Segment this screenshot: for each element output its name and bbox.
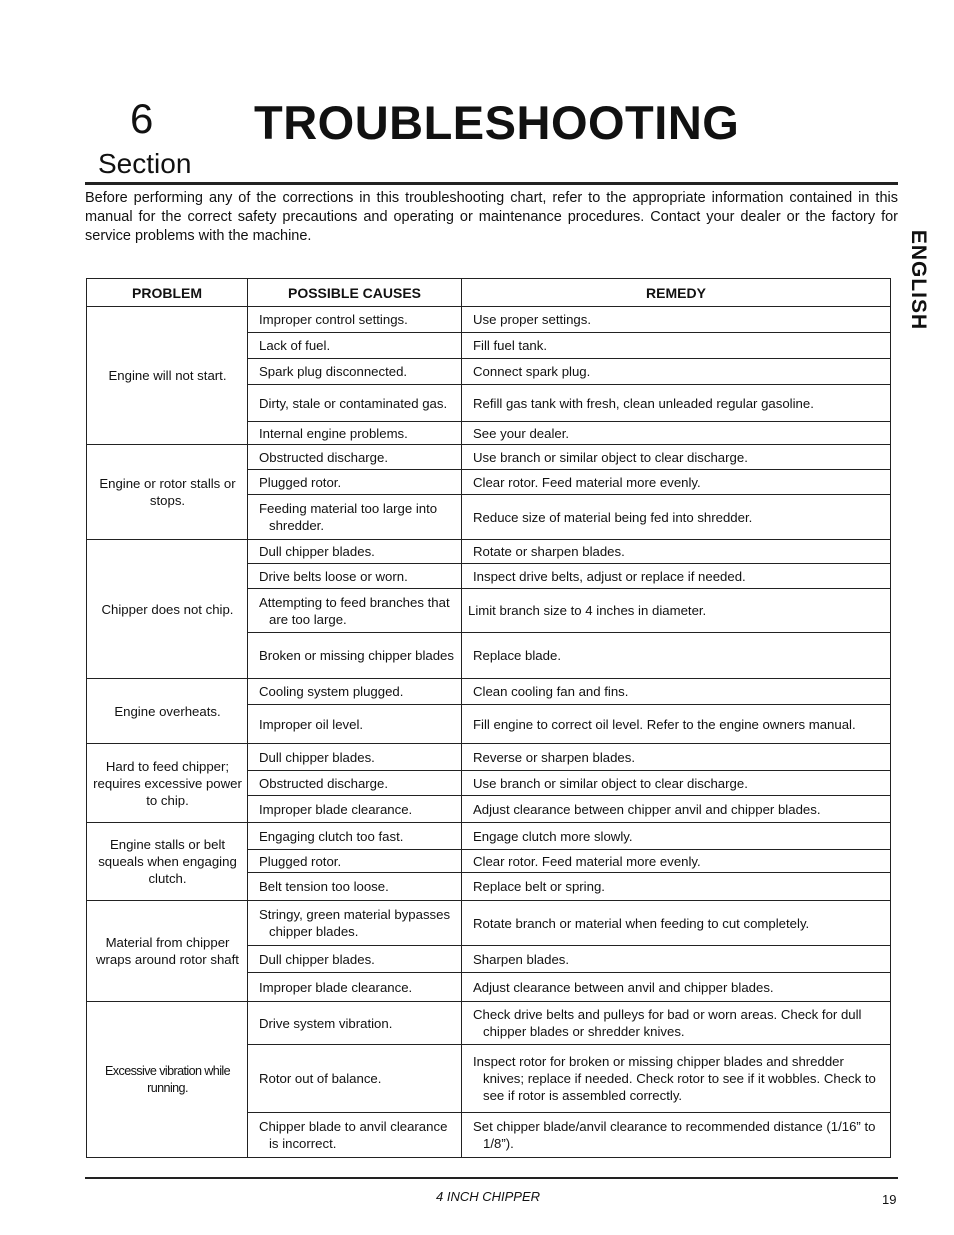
remedy-text: Fill engine to correct oil level. Refer to the engine owners manual. [473,716,856,732]
remedy-text: Rotate or sharpen blades. [473,544,625,559]
footer-title: 4 INCH CHIPPER [436,1189,541,1204]
problem-cell: Material from chipper wraps around rotor shaft [87,901,248,1002]
page-title: TROUBLESHOOTING [254,96,740,149]
remedy-cell [462,540,891,564]
cause-cell [248,307,462,333]
cause-cell [248,744,462,771]
remedy-text: Replace belt or spring. [473,879,605,894]
remedy-text: Clear rotor. Feed material more evenly. [473,474,701,490]
remedy-cell [462,359,891,385]
cause-cell [248,540,462,564]
cause-cell [248,973,462,1002]
cause-text: Obstructed discharge. [259,449,389,465]
table-row [87,679,891,705]
remedy-cell [462,333,891,359]
cause-cell [248,946,462,973]
cause-text: Dull chipper blades. [259,951,375,967]
cause-text: Obstructed discharge. [259,775,389,791]
remedy-cell [462,796,891,823]
header-problem: PROBLEM [87,279,248,307]
cause-text: Engaging clutch too fast. [259,828,404,844]
remedy-text: Check drive belts and pulleys for bad or worn areas. Check for dull chipper blades or shredder knives. [473,1007,862,1039]
cause-cell [248,445,462,470]
cause-text: Drive system vibration. [259,1015,393,1031]
remedy-cell [462,633,891,679]
remedy-cell [462,973,891,1002]
remedy-text: Engage clutch more slowly. [473,828,633,844]
remedy-cell [462,589,891,633]
cause-text: Spark plug disconnected. [259,364,408,379]
cause-cell [248,470,462,495]
remedy-text: Sharpen blades. [473,951,570,967]
remedy-cell [462,705,891,744]
remedy-text: Connect spark plug. [473,364,591,379]
remedy-cell [462,385,891,422]
cause-text: Broken or missing chipper blades [259,648,454,663]
header-possible-causes: POSSIBLE CAUSES [248,279,462,307]
remedy-text: Rotate branch or material when feeding to cut completely. [473,915,810,931]
remedy-text: Fill fuel tank. [473,338,548,353]
footer-rule [85,1177,898,1179]
cause-cell [248,1045,462,1113]
remedy-text: Use branch or similar object to clear discharge. [473,775,748,791]
cause-cell [248,850,462,873]
remedy-cell [462,771,891,796]
problem-cell: Engine overheats. [87,679,248,744]
cause-cell [248,633,462,679]
remedy-cell [462,495,891,540]
cause-text: Improper control settings. [259,312,408,327]
cause-text: Plugged rotor. [259,853,342,869]
remedy-cell [462,307,891,333]
page-number: 19 [882,1192,897,1207]
table-row [87,1002,891,1045]
remedy-text: Limit branch size to 4 inches in diameter. [468,603,707,618]
cause-text: Improper blade clearance. [259,979,413,995]
cause-cell [248,589,462,633]
remedy-cell [462,1113,891,1158]
cause-cell [248,873,462,901]
language-tab-label: ENGLISH [907,229,930,331]
intro-paragraph: Before performing any of the corrections in this troubleshooting chart, refer to the appropriate information contained in this manual for the correct safety precautions and operating or maintenance procedures. Contact your dealer or the factory for service problems with the machine. [85,190,898,244]
cause-text: Dull chipper blades. [259,544,375,559]
cause-text: Improper oil level. [259,716,364,732]
remedy-cell [462,564,891,589]
cause-cell [248,564,462,589]
remedy-text: Replace blade. [473,648,561,663]
cause-text: Stringy, green material bypasses chipper blades. [259,907,451,939]
cause-text: Improper blade clearance. [259,801,413,817]
header-rule [85,182,898,185]
cause-cell [248,359,462,385]
remedy-text: Use proper settings. [473,312,592,327]
cause-text: Lack of fuel. [259,338,331,353]
problem-cell: Chipper does not chip. [87,540,248,679]
remedy-cell [462,470,891,495]
remedy-text: Refill gas tank with fresh, clean unleaded regular gasoline. [473,395,814,411]
problem-cell: Engine or rotor stalls or stops. [87,445,248,540]
problem-cell: Engine will not start. [87,307,248,445]
troubleshooting-table [86,278,891,1158]
table-row [87,823,891,850]
remedy-text: Inspect rotor for broken or missing chipper blades and shredder knives; replace if needed. Check rotor to see if it wobbles. Check to see if rotor is assembled correctly. [473,1054,876,1103]
remedy-text: Adjust clearance between anvil and chipper blades. [473,979,774,995]
cause-cell [248,679,462,705]
table-row [87,540,891,564]
cause-cell [248,705,462,744]
cause-text: Rotor out of balance. [259,1071,382,1086]
cause-cell [248,771,462,796]
table-row [87,445,891,470]
cause-cell [248,422,462,445]
remedy-cell [462,873,891,901]
remedy-cell [462,445,891,470]
remedy-text: Inspect drive belts, adjust or replace if needed. [473,568,746,584]
remedy-text: Set chipper blade/anvil clearance to recommended distance (1/16” to 1/8”). [473,1119,876,1151]
cause-text: Belt tension too loose. [259,879,389,894]
problem-cell: Excessive vibration while running. [87,1002,248,1158]
remedy-cell [462,1002,891,1045]
remedy-cell [462,744,891,771]
cause-cell [248,823,462,850]
table-row [87,744,891,771]
remedy-cell [462,823,891,850]
table-row [87,901,891,946]
section-label: Section [98,148,192,179]
remedy-text: Clean cooling fan and fins. [473,684,629,699]
header-remedy: REMEDY [462,279,891,307]
remedy-text: Reduce size of material being fed into shredder. [473,509,753,525]
cause-cell [248,1002,462,1045]
cause-text: Internal engine problems. [259,425,408,441]
problem-cell: Engine stalls or belt squeals when engaging clutch. [87,823,248,901]
remedy-text: Adjust clearance between chipper anvil and chipper blades. [473,801,821,817]
cause-cell [248,385,462,422]
cause-text: Feeding material too large into shredder. [259,501,438,533]
remedy-cell [462,901,891,946]
cause-text: Drive belts loose or worn. [259,568,408,584]
cause-text: Chipper blade to anvil clearance is incorrect. [259,1119,448,1151]
table-header-row [87,279,891,307]
problem-cell: Hard to feed chipper; requires excessive power to chip. [87,744,248,823]
cause-cell [248,495,462,540]
remedy-cell [462,1045,891,1113]
remedy-cell [462,422,891,445]
cause-text: Plugged rotor. [259,474,342,490]
cause-text: Dirty, stale or contaminated gas. [259,395,448,411]
cause-text: Dull chipper blades. [259,749,375,765]
remedy-text: See your dealer. [473,425,570,441]
remedy-cell [462,946,891,973]
cause-cell [248,901,462,946]
remedy-cell [462,850,891,873]
remedy-cell [462,679,891,705]
cause-cell [248,333,462,359]
cause-cell [248,796,462,823]
cause-cell [248,1113,462,1158]
remedy-text: Reverse or sharpen blades. [473,749,636,765]
table-row [87,307,891,333]
section-number: 6 [130,95,154,142]
remedy-text: Clear rotor. Feed material more evenly. [473,853,701,869]
cause-text: Cooling system plugged. [259,684,404,699]
remedy-text: Use branch or similar object to clear discharge. [473,449,748,465]
cause-text: Attempting to feed branches that are too large. [259,594,450,627]
language-tab [905,225,931,335]
